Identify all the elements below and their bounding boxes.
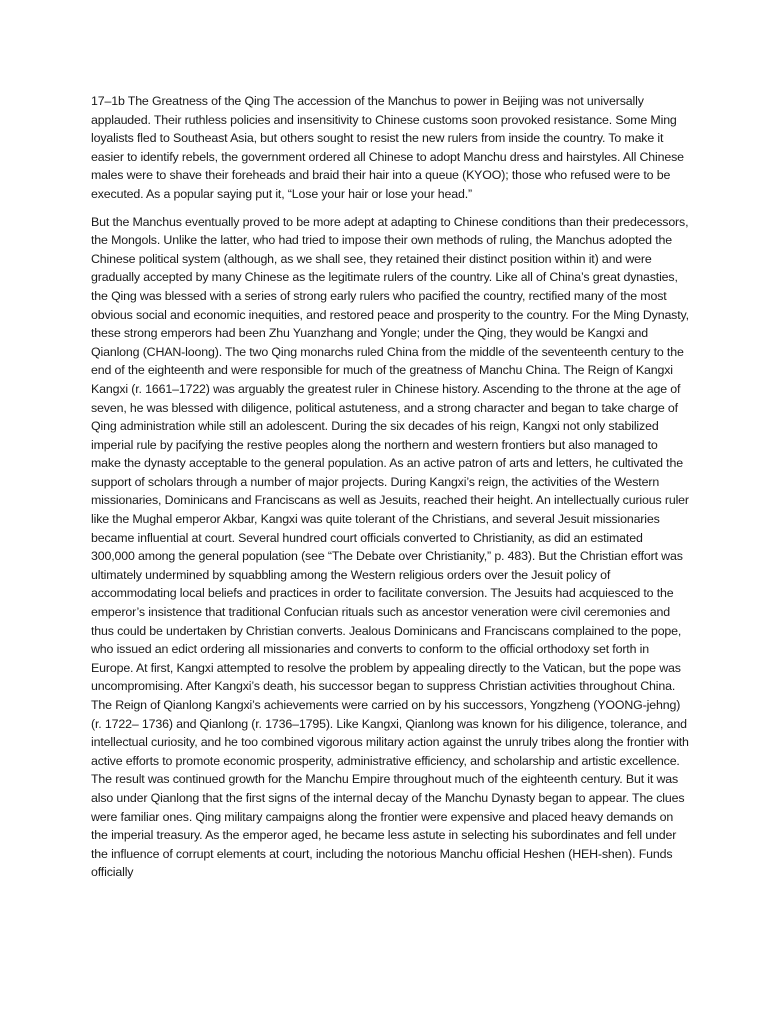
paragraph-manchu-adaptation: But the Manchus eventually proved to be more adept at adapting to Chinese conditions than their predecessors, the Mongols. Unlike the latter, who had tried to impose their own methods of ruling, the Manchus adopted the Chinese political system (although, as we shall see, they retained their distinct position within it) and were gradually accepted by many Chinese as the legitimate rulers of the country. Like all of China’s great dynasties, the Qing was blessed with a series of strong early rulers who pacified the country, rectified many of the most obvious social and economic inequities, and restored peace and prosperity to the country. For the Ming Dynasty, these strong emperors had been Zhu Yuanzhang and Yongle; under the Qing, they would be Kangxi and Qianlong (CHAN-loong). The two Qing monarchs ruled China from the middle of the seventeenth century to the end of the eighteenth and were responsible for much of the greatness of Manchu China. The Reign of Kangxi Kangxi (r. 1661–1722) was arguably the greatest ruler in Chinese history. Ascending to the throne at the age of seven, he was blessed with diligence, political astuteness, and a strong character and began to take charge of Qing administration while still an adolescent. During the six decades of his reign, Kangxi not only stabilized imperial rule by pacifying the restive peoples along the northern and western frontiers but also managed to make the dynasty acceptable to the general population. As an active patron of arts and letters, he cultivated the support of scholars through a number of major projects. During Kangxi’s reign, the activities of the Western missionaries, Dominicans and Franciscans as well as Jesuits, reached their height. An intellectually curious ruler like the Mughal emperor Akbar, Kangxi was quite tolerant of the Christians, and several Jesuit missionaries became influential at court. Several hundred court officials converted to Christianity, as did an estimated 300,000 among the general population (see “The Debate over Christianity,” p. 483). But the Christian effort was ultimately undermined by squabbling among the Western religious orders over the Jesuit policy of accommodating local beliefs and practices in order to facilitate conversion. The Jesuits had acquiesced to the emperor’s insistence that traditional Confucian rituals such as ancestor veneration were civil ceremonies and thus could be undertaken by Christian converts. Jealous Dominicans and Franciscans complained to the pope, who issued an edict ordering all missionaries and converts to conform to the official orthodoxy set forth in Europe. At first, Kangxi attempted to resolve the problem by appealing directly to the Vatican, but the pope was uncompromising. After Kangxi’s death, his successor began to suppress Christian activities throughout China. The Reign of Qianlong Kangxi’s achievements were carried on by his successors, Yongzheng (YOONG-jehng) (r. 1722– 1736) and Qianlong (r. 1736–1795). Like Kangxi, Qianlong was known for his diligence, tolerance, and intellectual curiosity, and he too combined vigorous military action against the unruly tribes along the frontier with active efforts to promote economic prosperity, administrative efficiency, and scholarship and artistic excellence. The result was continued growth for the Manchu Empire throughout much of the eighteenth century. But it was also under Qianlong that the first signs of the internal decay of the Manchu Dynasty began to appear. The clues were familiar ones. Qing military campaigns along the frontier were expensive and placed heavy demands on the imperial treasury. As the emperor aged, he became less astute in selecting his subordinates and fell under the influence of corrupt elements at court, including the notorious Manchu official Heshen (HEH-shen). Funds officially <box>91 214 689 880</box>
paragraph-greatness-of-qing: 17–1b The Greatness of the Qing The accession of the Manchus to power in Beijing was not universally applauded. Their ruthless policies and insensitivity to Chinese customs soon provoked resistance. Some Ming loyalists fled to Southeast Asia, but others sought to resist the new rulers from inside the country. To make it easier to identify rebels, the government ordered all Chinese to adopt Manchu dress and hairstyles. All Chinese males were to shave their foreheads and braid their hair into a queue (KYOO); those who refused were to be executed. As a popular saying put it, “Lose your hair or lose your head.” <box>91 94 684 201</box>
document-page <box>91 92 689 882</box>
